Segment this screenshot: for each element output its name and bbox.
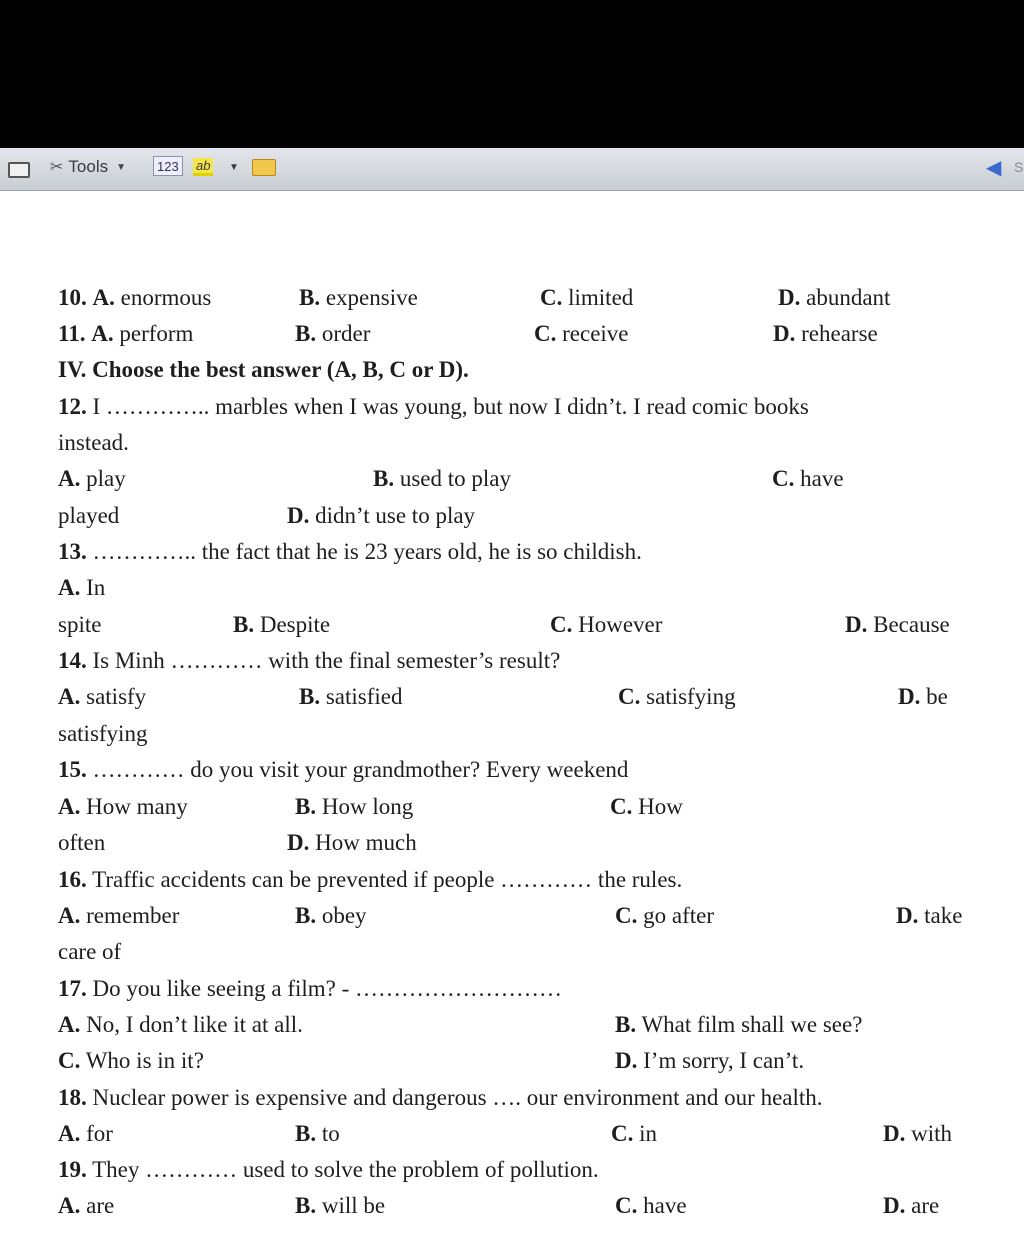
question-15-options: A. How many B. How long C. How [58,794,683,819]
word-count-icon[interactable]: 123 [153,156,183,176]
question-13-option-a: A. In [58,575,106,600]
top-black-bar [0,0,1024,148]
print-icon[interactable] [8,156,32,178]
question-14-stem: 14. Is Minh ………… with the final semester’s result? [58,648,561,673]
folder-icon[interactable] [252,156,276,178]
question-17-options-cd: C. Who is in it? D. I’m sorry, I can’t. [58,1048,805,1073]
question-18-stem: 18. Nuclear power is expensive and dangerous …. our environment and our health. [58,1085,823,1110]
nav-label-fragment: S [1014,159,1024,175]
question-14-options: A. satisfy B. satisfied C. satisfying D. be [58,684,948,709]
highlight-dropdown-caret-icon[interactable]: ▼ [229,161,239,173]
question-12-options: A. play B. used to play C. have [58,466,844,491]
question-17-stem: 17. Do you like seeing a film? - ……………………… [58,976,563,1001]
question-16-options-cont: care of [58,939,122,964]
previous-page-arrow-icon[interactable]: ◀ [986,156,1002,179]
question-12-stem: 12. I ………….. marbles when I was young, but now I didn’t. I read comic books [58,394,809,419]
tools-label: Tools [68,157,109,176]
question-11-options: 11. A. perform B. order C. receive D. rehearse [58,321,878,346]
question-15-options-cont: often D. How much [58,830,417,855]
dropdown-caret-icon: ▼ [116,161,126,173]
question-17-options-ab: A. No, I don’t like it at all. B. What film shall we see? [58,1012,863,1037]
scissors-icon: ✂ [50,159,64,176]
question-10-options: 10. A. enormous B. expensive C. limited D. abundant [58,285,891,310]
question-16-options: A. remember B. obey C. go after D. take [58,903,963,928]
question-15-stem: 15. ………… do you visit your grandmother? Every weekend [58,757,629,782]
reader-toolbar [0,148,1024,191]
question-13-options: spite B. Despite C. However D. Because [58,612,950,637]
text-highlight-icon[interactable]: ab [193,156,213,178]
question-13-stem: 13. ………….. the fact that he is 23 years old, he is so childish. [58,539,642,564]
question-16-stem: 16. Traffic accidents can be prevented if people ………… the rules. [58,867,683,892]
question-19-options: A. are B. will be C. have D. are [58,1193,940,1218]
question-12-options-cont: played D. didn’t use to play [58,503,476,528]
question-19-stem: 19. They ………… used to solve the problem of pollution. [58,1157,599,1182]
section-4-heading: IV. Choose the best answer (A, B, C or D). [58,357,469,382]
question-18-options: A. for B. to C. in D. with [58,1121,953,1146]
question-12-stem-cont: instead. [58,430,129,455]
tools-menu-button[interactable] [50,156,126,178]
question-14-options-cont: satisfying [58,721,148,746]
